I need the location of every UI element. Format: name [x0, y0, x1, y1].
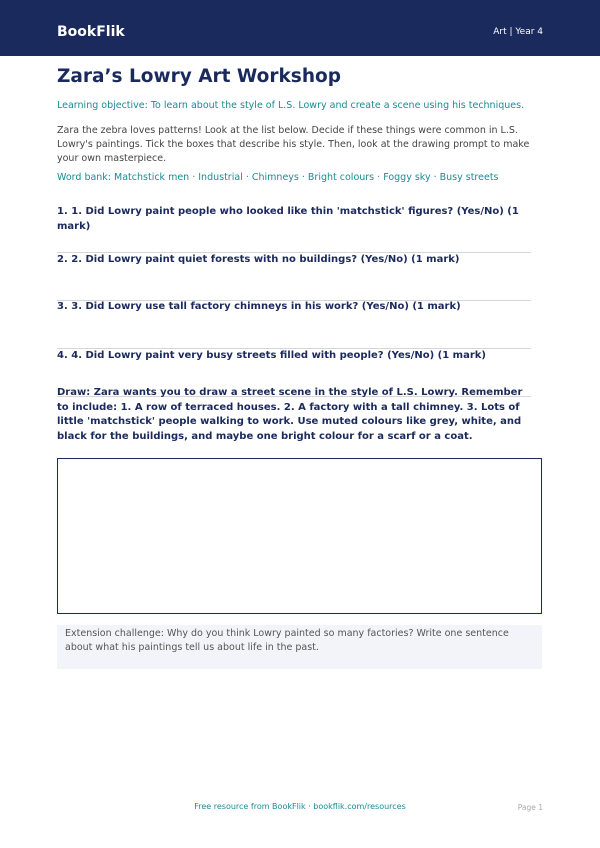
drawing-area[interactable]: [57, 458, 542, 614]
intro-text: Zara the zebra loves patterns! Look at the list below. Decide if these things were common in L.S. Lowry's paintings. Tick the boxes that describe his style. Then, look at the drawing prompt to make your own masterpiece.: [57, 125, 530, 164]
learning-objective: Learning objective: To learn about the style of L.S. Lowry and create a scene using his techniques.: [57, 100, 525, 111]
page-header: [0, 0, 600, 56]
drawing-prompt: Draw: Zara wants you to draw a street scene in the style of L.S. Lowry. Remember to include: 1. A row of terraced houses. 2. A factory with a tall chimney. 3. Lots of little 'matchstick' people walking to work. Use muted colours like grey, white, and black for the buildings, and maybe one bright colour for a scarf or a coat.: [57, 387, 523, 442]
question-1: 1. 1. Did Lowry paint people who looked like thin 'matchstick' figures? (Yes/No) (1 mark): [57, 206, 519, 232]
word-bank: Word bank: Matchstick men · Industrial · Chimneys · Bright colours · Foggy sky · Busy streets: [57, 172, 499, 183]
subject-year-label: Art | Year 4: [493, 27, 543, 37]
footer-resource-link[interactable]: Free resource from BookFlik · bookflik.com/resources: [194, 802, 406, 811]
question-3: 3. 3. Did Lowry use tall factory chimneys in his work? (Yes/No) (1 mark): [57, 301, 461, 312]
worksheet-title: Zara’s Lowry Art Workshop: [57, 66, 341, 87]
question-2: 2. 2. Did Lowry paint quiet forests with no buildings? (Yes/No) (1 mark): [57, 254, 460, 265]
question-4: 4. 4. Did Lowry paint very busy streets filled with people? (Yes/No) (1 mark): [57, 350, 486, 361]
page-number: Page 1: [517, 803, 543, 812]
brand-logo[interactable]: BookFlik: [57, 24, 125, 40]
extension-challenge: Extension challenge: Why do you think Lowry painted so many factories? Write one sentence about what his paintings tell us about life in the past.: [57, 625, 542, 669]
